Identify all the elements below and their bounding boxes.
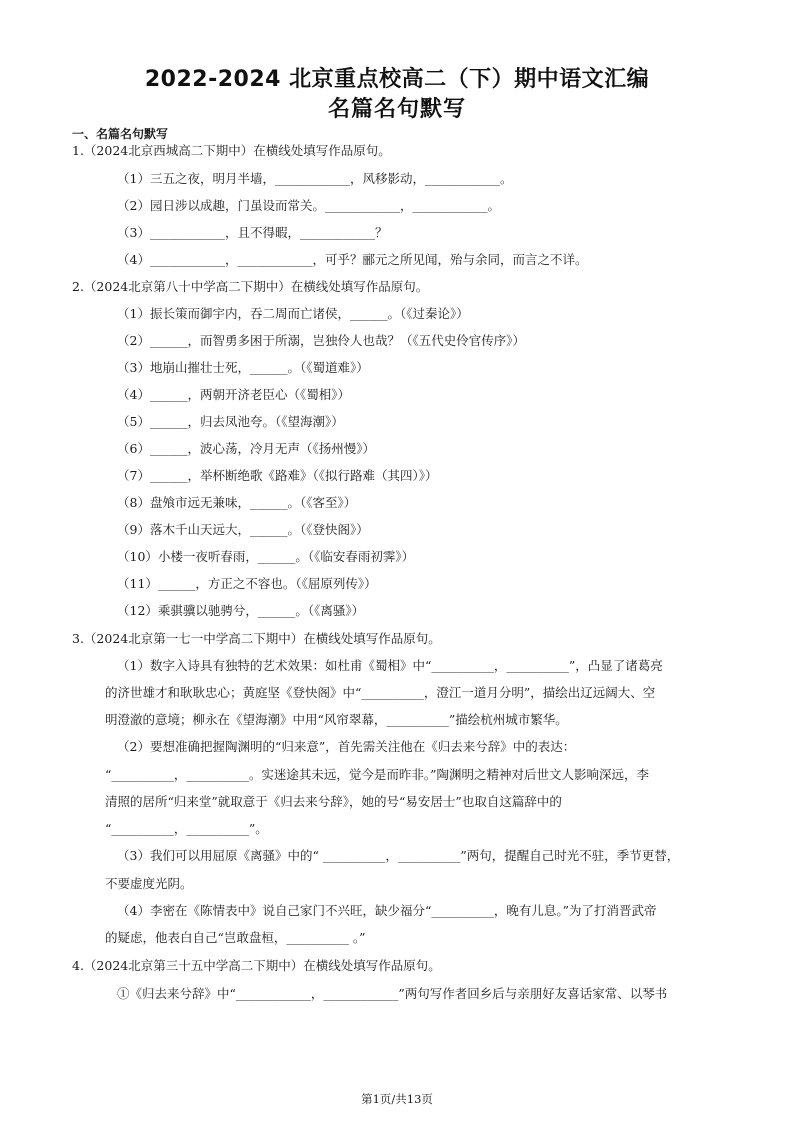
question-2-item: （2）______，而智勇多困于所溺，岂独伶人也哉？（《五代史伶官传序》）: [117, 333, 525, 348]
question-3-line: 的疑虑，他表白自己“岂敢盘桓，__________ 。”: [105, 930, 366, 945]
question-2-item: （7）______，举杯断绝歌《路难》（《拟行路难（其四）》）: [117, 468, 438, 483]
question-3-line: 不要虚度光阴。: [105, 876, 193, 891]
question-3-line: （2）要想准确把握陶渊明的“归来意”，首先需关注他在《归去来兮辞》中的表达：: [117, 739, 576, 754]
question-1-item: （2）园日涉以成趣，门虽设而常关。____________，____________。: [117, 198, 500, 213]
question-3-heading: 3.（2024北京第一七一中学高二下期中）在横线处填写作品原句。: [72, 631, 441, 646]
question-3-line: 明澄澈的意境；柳永在《望海潮》中用“风帘翠幕，__________”描绘杭州城市繁华。: [105, 712, 568, 727]
question-3-line: （3）我们可以用屈原《离骚》中的“ __________，__________”两句，提醒自己时光不驻，季节更替，: [117, 848, 680, 863]
question-2-item: （1）振长策而御宇内，吞二周而亡诸侯，______。（《过秦论》）: [117, 306, 469, 321]
question-2-item: （12）乘骐骥以驰骋兮，______。（《离骚》）: [117, 603, 365, 618]
question-2-item: （8）盘飧市远无兼味，______。（《客至》）: [117, 495, 357, 510]
question-2-item: （6）______，波心荡，冷月无声（《扬州慢》）: [117, 441, 375, 456]
question-4-line: ①《归去来兮辞》中“____________，____________”两句写作者回乡后与亲朋好友喜话家常、以琴书: [117, 986, 668, 1001]
question-3-line: “__________，__________。实迷途其未远，觉今是而昨非。”陶渊明之精神对后世文人影响深远，李: [105, 767, 650, 782]
question-2-heading: 2.（2024北京第八十中学高二下期中）在横线处填写作品原句。: [72, 279, 429, 294]
question-1-heading: 1.（2024北京西城高二下期中）在横线处填写作品原句。: [72, 143, 391, 158]
section-heading: 一、名篇名句默写: [72, 127, 169, 141]
question-1-item: （3）____________，且不得暇，____________？: [117, 225, 388, 240]
document-title: 2022-2024 北京重点校高二（下）期中语文汇编: [144, 67, 650, 92]
question-3-line: 的济世雄才和耿耿忠心；黄庭坚《登快阁》中“__________，澄江一道月分明”，描绘出辽远阔大、空: [105, 685, 656, 700]
question-1-item: （4）____________，____________，可乎？郦元之所见闻，殆与余同，而言之不详。: [117, 252, 588, 267]
question-2-item: （4）______，两朝开济老臣心（《蜀相》）: [117, 387, 350, 402]
question-2-item: （5）______，归去凤池夸。（《望海潮》）: [117, 414, 344, 429]
document-subtitle: 名篇名句默写: [327, 97, 466, 122]
question-3-line: 清照的居所“归来堂”就取意于《归去来兮辞》，她的号“易安居士”也取自这篇辞中的: [105, 794, 562, 809]
question-4-heading: 4.（2024北京第三十五中学高二下期中）在横线处填写作品原句。: [72, 958, 441, 973]
question-3-line: “__________，__________”。: [105, 821, 268, 836]
question-1-item: （1）三五之夜，明月半墙，____________，风移影动，____________。: [117, 171, 513, 186]
question-2-item: （10）小楼一夜听春雨，______。（《临安春雨初霁》）: [117, 549, 415, 564]
question-2-item: （11）______，方正之不容也。（《屈原列传》）: [117, 576, 377, 591]
question-3-line: （1）数字入诗具有独特的艺术效果：如杜甫《蜀相》中“__________，__________”，凸显了诸葛亮: [117, 658, 663, 673]
question-2-item: （9）落木千山天远大，______。（《登快阁》）: [117, 522, 369, 537]
page-number: 第1页/共13页: [361, 1092, 433, 1106]
question-2-item: （3）地崩山摧壮士死，______。（《蜀道难》）: [117, 360, 369, 375]
question-3-line: （4）李密在《陈情表中》说自己家门不兴旺，缺少福分“__________，晚有儿息。”为了打消晋武帝: [117, 903, 657, 918]
